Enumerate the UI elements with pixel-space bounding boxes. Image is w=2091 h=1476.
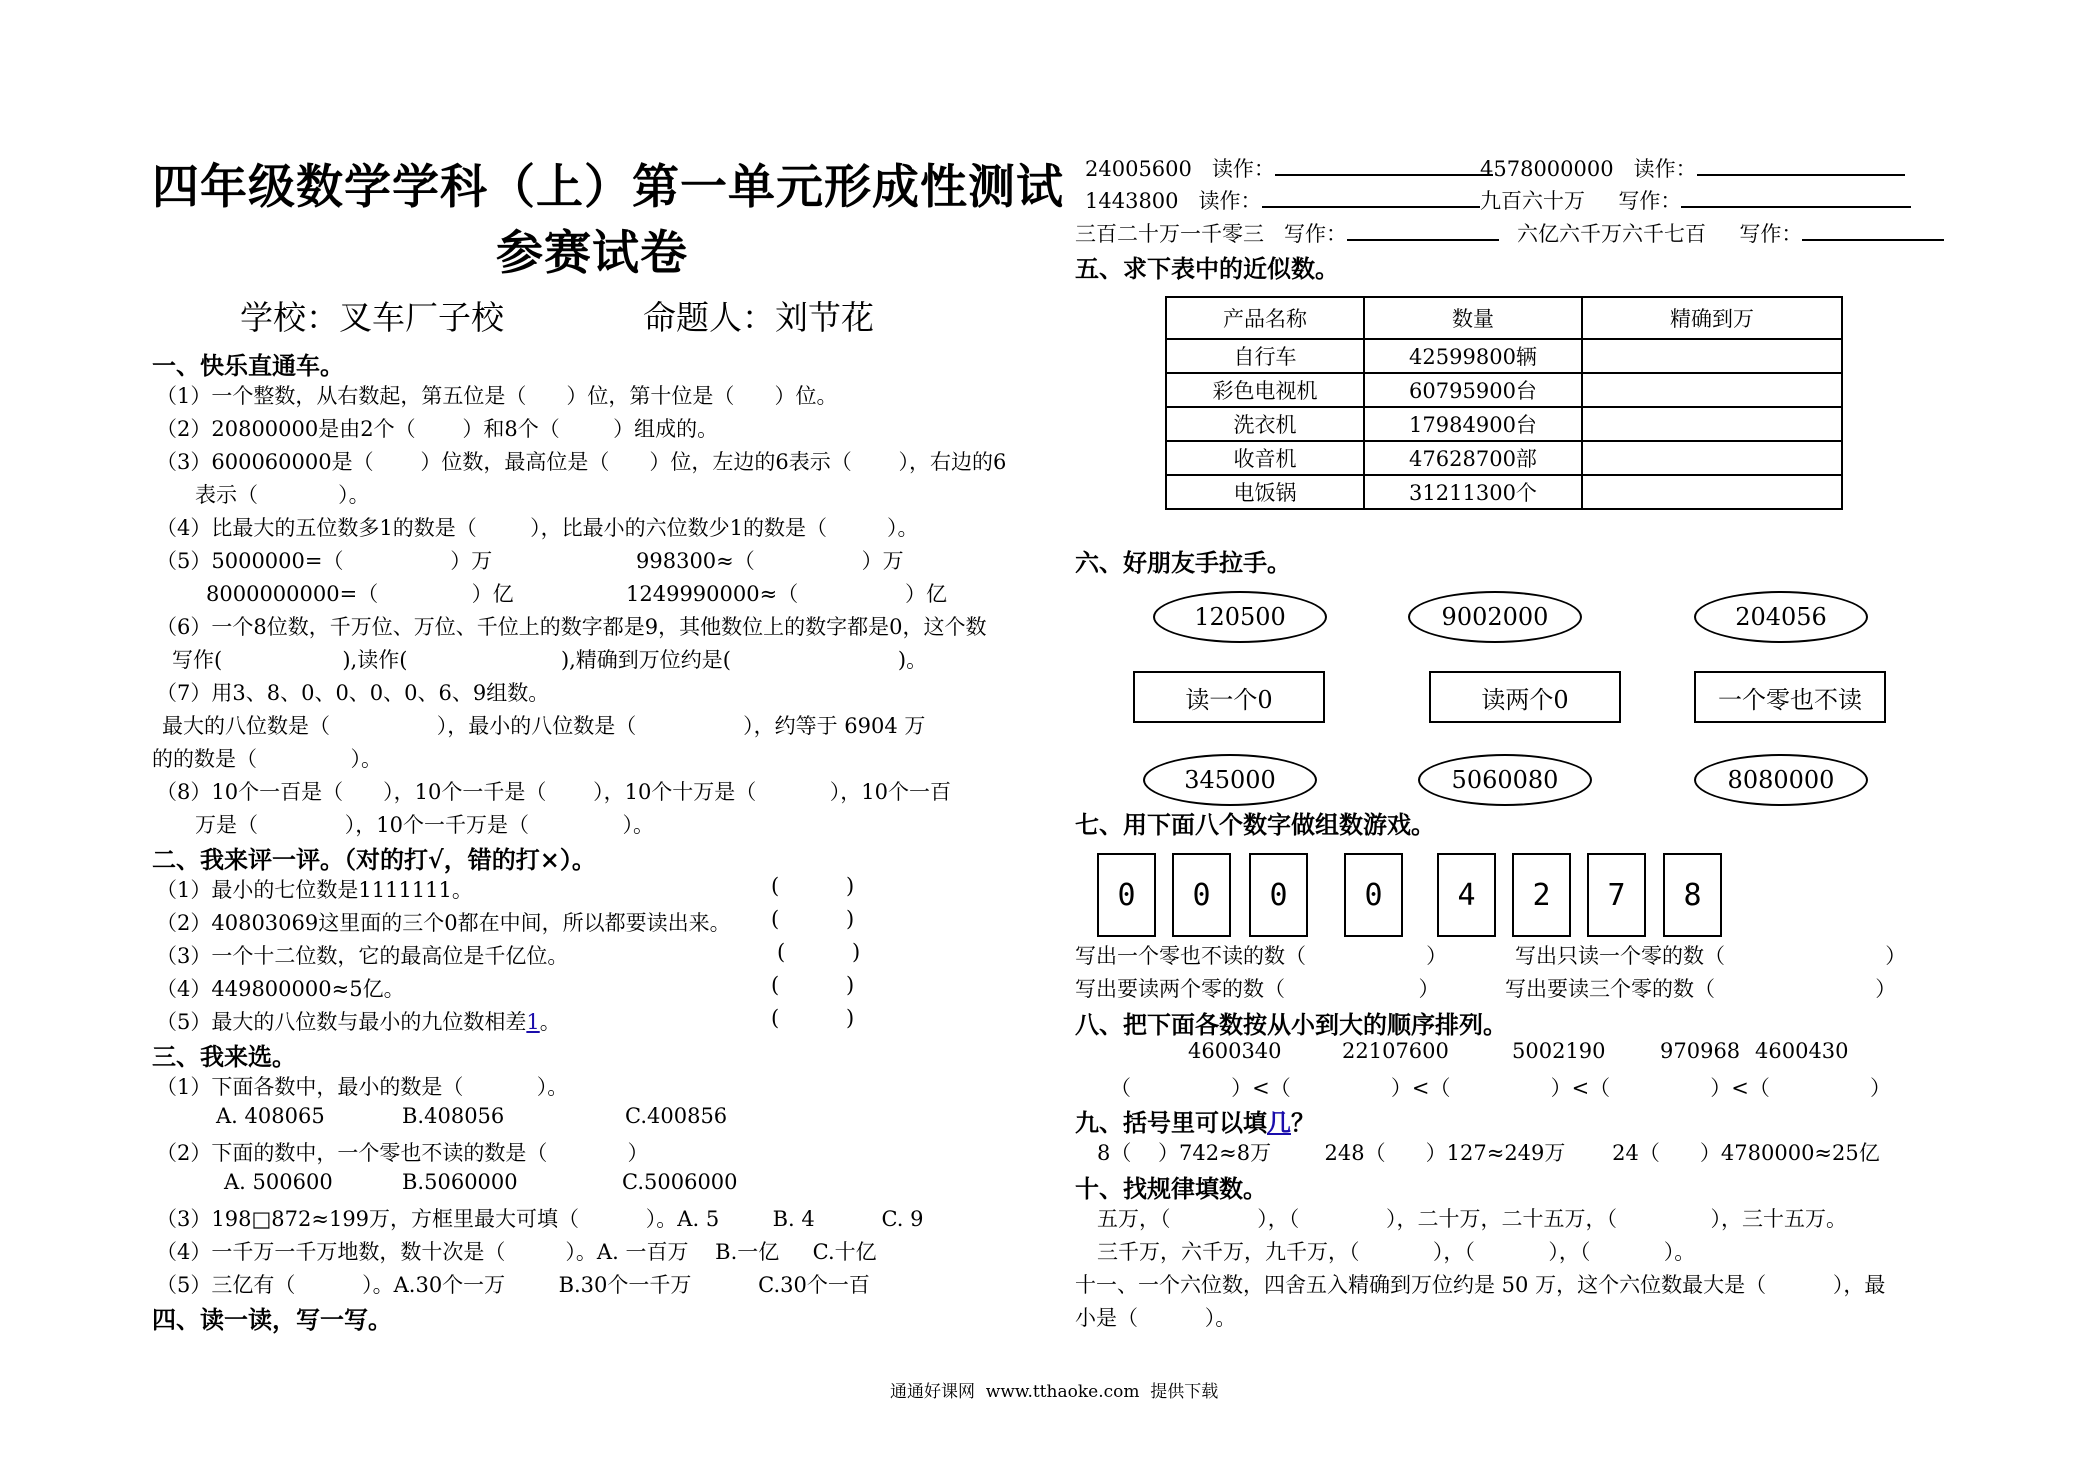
question-1-7: （7）用3、8、0、0、0、0、6、9组数。 bbox=[156, 681, 550, 705]
cell: 42599800辆 bbox=[1364, 339, 1582, 373]
sort-number: 4600340 bbox=[1188, 1039, 1282, 1063]
write-3a-text: 三百二十万一千零三 写作： bbox=[1075, 222, 1348, 246]
write-3b-text: 六亿六千万六千七百 写作： bbox=[1517, 222, 1803, 246]
section-3-title: 三、我来选。 bbox=[152, 1042, 296, 1071]
question-1-5b-right: 1249990000≈（ ）亿 bbox=[626, 582, 948, 606]
cell: 彩色电视机 bbox=[1166, 373, 1364, 407]
answer-line[interactable] bbox=[1802, 238, 1944, 241]
digit-card[interactable]: 7 bbox=[1587, 853, 1646, 937]
judge-paren-2: ( ) bbox=[771, 907, 855, 931]
choice-q2-opt-a: A. 500600 bbox=[224, 1170, 333, 1194]
approx-table bbox=[1165, 296, 1843, 510]
number-oval[interactable]: 120500 bbox=[1153, 591, 1327, 643]
choice-q1-opt-a: A. 408065 bbox=[216, 1104, 325, 1128]
question-1-3: （3）600060000是（ ）位数，最高位是（ ）位，左边的6表示（ ），右边的6 bbox=[156, 450, 1007, 474]
table-row bbox=[1166, 441, 1842, 475]
judge-item-3: （3）一个十二位数，它的最高位是千亿位。 bbox=[156, 944, 569, 968]
answer-cell[interactable] bbox=[1582, 373, 1842, 407]
section-1-title: 一、快乐直通车。 bbox=[152, 351, 344, 380]
choice-q2-opt-b: B.5060000 bbox=[402, 1170, 518, 1194]
question-1-2: （2）20800000是由2个（ ）和8个（ ）组成的。 bbox=[156, 417, 719, 441]
cell: 47628700部 bbox=[1364, 441, 1582, 475]
game-line-1b: 写出只读一个零的数（ ） bbox=[1515, 944, 1907, 968]
choice-q4: （4）一千万一千万地数，数十次是（ ）。A. 一百万 B.一亿 C.十亿 bbox=[156, 1240, 877, 1264]
question-1-5-left: （5）5000000=（ ）万 bbox=[156, 549, 493, 573]
section-9-link[interactable]: 几 bbox=[1267, 1108, 1291, 1137]
digit-card[interactable]: 0 bbox=[1344, 853, 1403, 937]
read-1a-text: 24005600 读作： bbox=[1085, 157, 1275, 181]
question-1-7-c: 的的数是（ ）。 bbox=[152, 747, 382, 771]
section-8-title: 八、把下面各数按从小到大的顺序排列。 bbox=[1075, 1010, 1507, 1039]
number-oval[interactable]: 345000 bbox=[1143, 754, 1317, 806]
table-row bbox=[1166, 475, 1842, 509]
write-3b bbox=[1517, 218, 1944, 248]
answer-cell[interactable] bbox=[1582, 339, 1842, 373]
table-row bbox=[1166, 373, 1842, 407]
author-label: 命题人：刘节花 bbox=[643, 298, 874, 337]
choice-q2: （2）下面的数中，一个零也不读的数是（ ） bbox=[156, 1141, 649, 1165]
judge-paren-4: ( ) bbox=[771, 973, 855, 997]
sort-answer-line: （ ）<（ ）<（ ）<（ ）<（ ） bbox=[1110, 1076, 1892, 1100]
question-1-4: （4）比最大的五位数多1的数是（ ），比最小的六位数少1的数是（ ）。 bbox=[156, 516, 919, 540]
section-9-title-end: ？ bbox=[1291, 1108, 1315, 1137]
judge-item-1: （1）最小的七位数是1111111。 bbox=[156, 878, 473, 902]
fill-digit-line: 8（ ）742≈8万 248（ ）127≈249万 24（ ）4780000≈25亿 bbox=[1097, 1141, 1880, 1165]
footer-source: 通通好课网 www.tthaoke.com 提供下载 bbox=[890, 1382, 1219, 1402]
digit-card[interactable]: 0 bbox=[1172, 853, 1231, 937]
write-3a bbox=[1075, 218, 1499, 248]
reading-box[interactable]: 读两个0 bbox=[1429, 671, 1621, 723]
section-5-title: 五、求下表中的近似数。 bbox=[1075, 254, 1339, 283]
section-9-title bbox=[1075, 1103, 1315, 1138]
game-line-2a: 写出要读两个零的数（ ） bbox=[1075, 977, 1440, 1001]
table-row bbox=[1166, 339, 1842, 373]
read-2b-text: 九百六十万 写作： bbox=[1480, 189, 1682, 213]
question-1-8-cont: 万是（ ），10个一千万是（ ）。 bbox=[195, 813, 654, 837]
cell: 洗衣机 bbox=[1166, 407, 1364, 441]
section-9-title-text: 九、括号里可以填 bbox=[1075, 1108, 1267, 1137]
school-label: 学校：叉车厂子校 bbox=[240, 298, 504, 337]
read-2a-text: 1443800 读作： bbox=[1085, 189, 1262, 213]
cell: 电饭锅 bbox=[1166, 475, 1364, 509]
digit-card[interactable]: 4 bbox=[1437, 853, 1496, 937]
pattern-line-2: 三千万，六千万，九千万，（ ），（ ），（ ）。 bbox=[1097, 1240, 1696, 1264]
header-cell: 数量 bbox=[1364, 297, 1582, 339]
digit-card[interactable]: 8 bbox=[1663, 853, 1722, 937]
read-1b bbox=[1480, 153, 1905, 183]
judge-paren-1: ( ) bbox=[771, 874, 855, 898]
cell: 收音机 bbox=[1166, 441, 1364, 475]
reading-box[interactable]: 一个零也不读 bbox=[1694, 671, 1886, 723]
section-2-title: 二、我来评一评。（对的打√，错的打×）。 bbox=[152, 845, 596, 874]
judge-paren-3: ( ) bbox=[777, 940, 861, 964]
digit-card[interactable]: 2 bbox=[1512, 853, 1571, 937]
header-cell: 精确到万 bbox=[1582, 297, 1842, 339]
judge-paren-5: ( ) bbox=[771, 1006, 855, 1030]
sort-number: 5002190 bbox=[1512, 1039, 1606, 1063]
sort-number: 970968 bbox=[1660, 1039, 1741, 1063]
question-11: 十一、一个六位数，四舍五入精确到万位约是 50 万，这个六位数最大是（ ），最 bbox=[1075, 1273, 1886, 1297]
section-4-title: 四、读一读，写一写。 bbox=[152, 1305, 392, 1334]
choice-q5: （5）三亿有（ ）。A.30个一万 B.30个一千万 C.30个一百 bbox=[156, 1273, 870, 1297]
read-2a bbox=[1085, 185, 1480, 215]
section-10-title: 十、找规律填数。 bbox=[1075, 1174, 1267, 1203]
judge-item-4: （4）449800000≈5亿。 bbox=[156, 977, 405, 1001]
question-1-1: （1）一个整数，从右数起，第五位是（ ）位，第十位是（ ）位。 bbox=[156, 384, 838, 408]
number-oval[interactable]: 9002000 bbox=[1408, 591, 1582, 643]
digit-card[interactable]: 0 bbox=[1249, 853, 1308, 937]
question-1-6: （6）一个8位数，千万位、万位、千位上的数字都是9，其他数位上的数字都是0，这个数 bbox=[156, 615, 987, 639]
answer-line[interactable] bbox=[1262, 205, 1480, 208]
question-1-7-b: 最大的八位数是（ ），最小的八位数是（ ），约等于 6904 万 bbox=[162, 714, 926, 738]
question-1-5-right: 998300≈（ ）万 bbox=[636, 549, 904, 573]
choice-q2-opt-c: C.5006000 bbox=[622, 1170, 738, 1194]
answer-cell[interactable] bbox=[1582, 407, 1842, 441]
header-cell: 产品名称 bbox=[1166, 297, 1364, 339]
section-7-title: 七、用下面八个数字做组数游戏。 bbox=[1075, 810, 1435, 839]
answer-line[interactable] bbox=[1275, 173, 1493, 176]
sort-number: 22107600 bbox=[1342, 1039, 1449, 1063]
page-subtitle: 参赛试卷 bbox=[496, 226, 688, 281]
number-oval[interactable]: 8080000 bbox=[1694, 754, 1868, 806]
number-oval[interactable]: 204056 bbox=[1694, 591, 1868, 643]
read-1b-text: 4578000000 读作： bbox=[1480, 157, 1697, 181]
game-line-2b: 写出要读三个零的数（ ） bbox=[1505, 977, 1897, 1001]
judge-item-2: （2）40803069这里面的三个0都在中间，所以都要读出来。 bbox=[156, 911, 731, 935]
answer-cell[interactable] bbox=[1582, 475, 1842, 509]
answer-cell[interactable] bbox=[1582, 441, 1842, 475]
answer-line[interactable] bbox=[1697, 173, 1905, 176]
question-1-5b-left: 8000000000=（ ）亿 bbox=[206, 582, 514, 606]
digit-card[interactable]: 0 bbox=[1097, 853, 1156, 937]
judge-item-5-end: 。 bbox=[539, 1010, 561, 1034]
reading-box[interactable]: 读一个0 bbox=[1133, 671, 1325, 723]
cell: 17984900台 bbox=[1364, 407, 1582, 441]
pattern-line-1: 五万，（ ），（ ），二十万，二十五万，（ ），三十五万。 bbox=[1097, 1207, 1848, 1231]
read-1a bbox=[1085, 153, 1493, 183]
question-1-3-cont: 表示（ ）。 bbox=[195, 483, 370, 507]
question-1-6-cont: 写作( ),读作( ),精确到万位约是( )。 bbox=[172, 648, 928, 672]
table-header-row bbox=[1166, 297, 1842, 339]
choice-q1: （1）下面各数中，最小的数是（ ）。 bbox=[156, 1075, 569, 1099]
cell: 自行车 bbox=[1166, 339, 1364, 373]
answer-line[interactable] bbox=[1681, 205, 1911, 208]
page-title: 四年级数学学科（上）第一单元形成性测试 bbox=[152, 160, 1064, 215]
choice-q3: （3）198□872≈199万，方框里最大可填（ ）。A. 5 B. 4 C. 9 bbox=[156, 1207, 924, 1231]
table-row bbox=[1166, 407, 1842, 441]
sort-number: 4600430 bbox=[1755, 1039, 1849, 1063]
choice-q1-opt-c: C.400856 bbox=[625, 1104, 728, 1128]
cell: 31211300个 bbox=[1364, 475, 1582, 509]
judge-item-5-text: （5）最大的八位数与最小的九位数相差 bbox=[156, 1010, 527, 1034]
answer-line[interactable] bbox=[1347, 238, 1499, 241]
judge-item-5-link[interactable]: 1 bbox=[526, 1010, 540, 1034]
number-oval[interactable]: 5060080 bbox=[1418, 754, 1592, 806]
choice-q1-opt-b: B.408056 bbox=[402, 1104, 505, 1128]
section-6-title: 六、好朋友手拉手。 bbox=[1075, 548, 1291, 577]
cell: 60795900台 bbox=[1364, 373, 1582, 407]
read-2b bbox=[1480, 185, 1911, 215]
question-1-8: （8）10个一百是（ ），10个一千是（ ），10个十万是（ ），10个一百 bbox=[156, 780, 951, 804]
judge-item-5 bbox=[156, 1006, 561, 1036]
question-11-cont: 小是（ ）。 bbox=[1075, 1306, 1237, 1330]
game-line-1a: 写出一个零也不读的数（ ） bbox=[1075, 944, 1448, 968]
